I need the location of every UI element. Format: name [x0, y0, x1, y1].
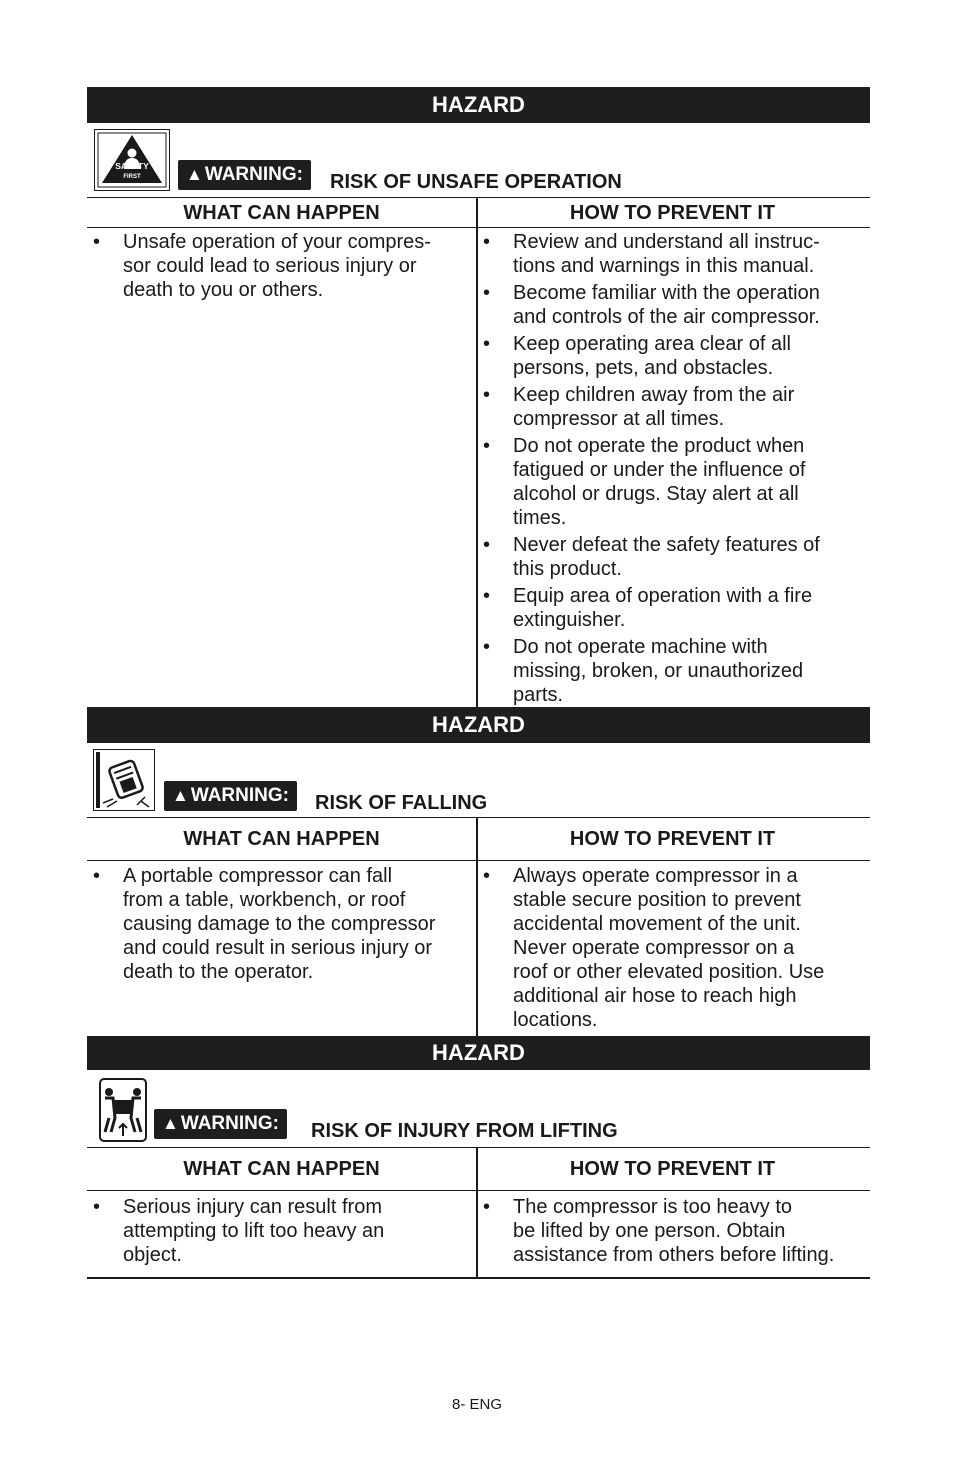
list-item: • Keep children away from the air compressor at all times. [477, 383, 870, 431]
hazard-section-falling [87, 707, 870, 1037]
warning-badge: ▲ WARNING: [154, 1109, 287, 1139]
list-item: • A portable compressor can fall from a table, workbench, or roof causing damage to the compressor and could result in serious injury or death to the operator. [87, 864, 472, 984]
what-list [87, 864, 472, 987]
how-list [477, 864, 870, 1035]
what-list [87, 1195, 472, 1270]
icon-text-safety: SAFETY [115, 161, 149, 171]
hazard-section-unsafe-operation [87, 87, 870, 707]
warning-badge: ▲ WARNING: [164, 781, 297, 811]
list-item: • Equip area of operation with a fire extinguisher. [477, 584, 870, 632]
list-item: • Do not operate machine with missing, broken, or unauthorized parts. [477, 635, 870, 707]
table-top-rule [87, 197, 870, 198]
hazard-section-lifting [87, 1036, 870, 1280]
col-how-to-prevent: HOW TO PREVENT IT [569, 202, 776, 224]
table-bottom-rule [87, 1277, 870, 1279]
col-how-to-prevent: HOW TO PREVENT IT [569, 828, 776, 850]
risk-title: RISK OF FALLING [315, 792, 488, 814]
warning-triangle-icon: ▲ [172, 786, 189, 805]
what-list [87, 230, 472, 305]
col-how-to-prevent: HOW TO PREVENT IT [569, 1158, 776, 1180]
how-list [477, 230, 870, 710]
table-top-rule [87, 817, 870, 818]
hazard-header: HAZARD [87, 1036, 870, 1070]
warning-triangle-icon: ▲ [162, 1114, 179, 1133]
hazard-header: HAZARD [87, 707, 870, 743]
safety-first-icon [94, 129, 170, 191]
list-item: • Do not operate the product when fatigued or under the influence of alcohol or drugs. Stay alert at all times. [477, 434, 870, 530]
list-item: • Always operate compressor in a stable secure position to prevent accidental movement of the unit. Never operate compressor on a roof or other elevated position. Use additional air hose to reach high locations. [477, 864, 870, 1032]
icon-text-first: FIRST [123, 174, 141, 180]
how-list [477, 1195, 870, 1270]
header-rule [87, 1190, 870, 1191]
table-top-rule [87, 1147, 870, 1148]
list-item: • Review and understand all instruc- tions and warnings in this manual. [477, 230, 870, 278]
col-what-can-happen: WHAT CAN HAPPEN [183, 1158, 380, 1180]
page-number: 8- ENG [451, 1396, 502, 1413]
header-rule [87, 227, 870, 228]
list-item: • Keep operating area clear of all persons, pets, and obstacles. [477, 332, 870, 380]
col-what-can-happen: WHAT CAN HAPPEN [183, 828, 380, 850]
list-item: • Become familiar with the operation and controls of the air compressor. [477, 281, 870, 329]
risk-title: RISK OF UNSAFE OPERATION [330, 171, 622, 193]
list-item: • The compressor is too heavy to be lifted by one person. Obtain assistance from others before lifting. [477, 1195, 870, 1267]
list-item: • Unsafe operation of your compres- sor could lead to serious injury or death to you or others. [87, 230, 472, 302]
hazard-header: HAZARD [87, 87, 870, 123]
risk-title: RISK OF INJURY FROM LIFTING [311, 1120, 618, 1142]
col-what-can-happen: WHAT CAN HAPPEN [183, 202, 380, 224]
header-rule [87, 860, 870, 861]
list-item: • Never defeat the safety features of this product. [477, 533, 870, 581]
warning-triangle-icon: ▲ [186, 165, 203, 184]
two-person-lift-icon [99, 1078, 147, 1142]
list-item: • Serious injury can result from attempting to lift too heavy an object. [87, 1195, 472, 1267]
falling-object-icon [93, 749, 155, 811]
warning-badge: ▲ WARNING: [178, 160, 311, 190]
